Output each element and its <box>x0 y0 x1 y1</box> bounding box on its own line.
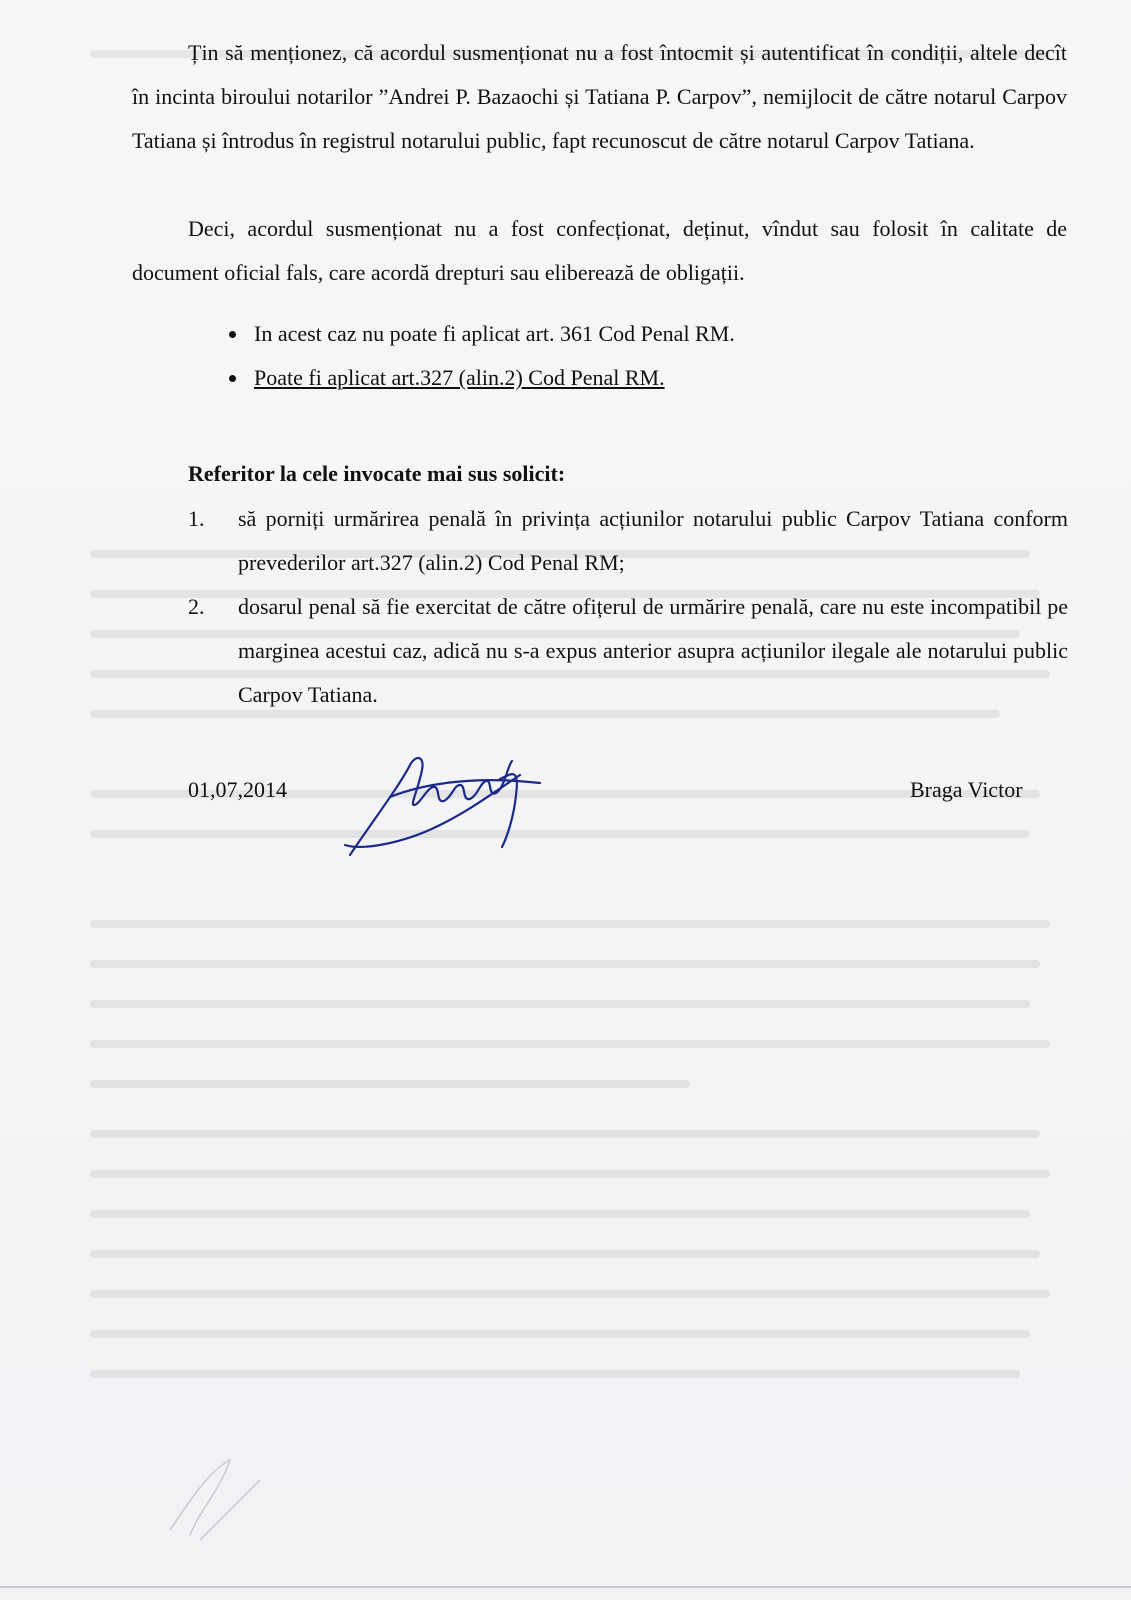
signer-name: Braga Victor <box>910 777 1023 802</box>
requests-heading: Referitor la cele invocate mai sus solicit: <box>188 461 566 486</box>
paragraph-2-text: Deci, acordul susmenționat nu a fost confecționat, deținut, vîndut sau folosit în calitate de document oficial fals, care acordă drepturi sau eliberează de obligații. <box>132 216 1067 285</box>
bullet-item: Poate fi aplicat art.327 (alin.2) Cod Penal RM. <box>132 356 1032 400</box>
request-item <box>188 585 1068 717</box>
handwritten-signature <box>340 735 580 865</box>
request-text: dosarul penal să fie exercitat de către ofițerul de urmărire penală, care nu este incompatibil pe marginea acestui caz, adică nu s-a expus anterior asupra acțiunilor ilegale ale notarului public Carpov Tatiana. <box>238 594 1068 707</box>
bullet-item: In acest caz nu poate fi aplicat art. 361 Cod Penal RM. <box>132 312 1032 356</box>
request-number: 2. <box>188 594 205 619</box>
paragraph-1-text: Țin să menționez, că acordul susmenționat nu a fost întocmit și autentificat în condiții, altele decît în incinta biroului notarilor ”Andrei P. Bazaochi și Tatiana P. Carpov”, nemijlocit de către notarul Carpov Tatiana și întrodus în registrul notarului public, fapt recunoscut de către notarul Carpov Tatiana. <box>132 40 1067 153</box>
bullet-list <box>132 312 1032 400</box>
faded-stamp-mark <box>160 1440 280 1550</box>
request-text: să porniți urmărirea penală în privința acțiunilor notarului public Carpov Tatiana conform prevederilor art.327 (alin.2) Cod Penal RM; <box>238 506 1068 575</box>
paragraph-notary-statement <box>132 31 1067 162</box>
document-date: 01,07,2014 <box>188 777 287 802</box>
paragraph-conclusion <box>132 207 1067 295</box>
request-number: 1. <box>188 506 205 531</box>
request-item <box>188 497 1068 585</box>
requests-list <box>188 497 1068 717</box>
page-bottom-edge <box>0 1586 1131 1588</box>
